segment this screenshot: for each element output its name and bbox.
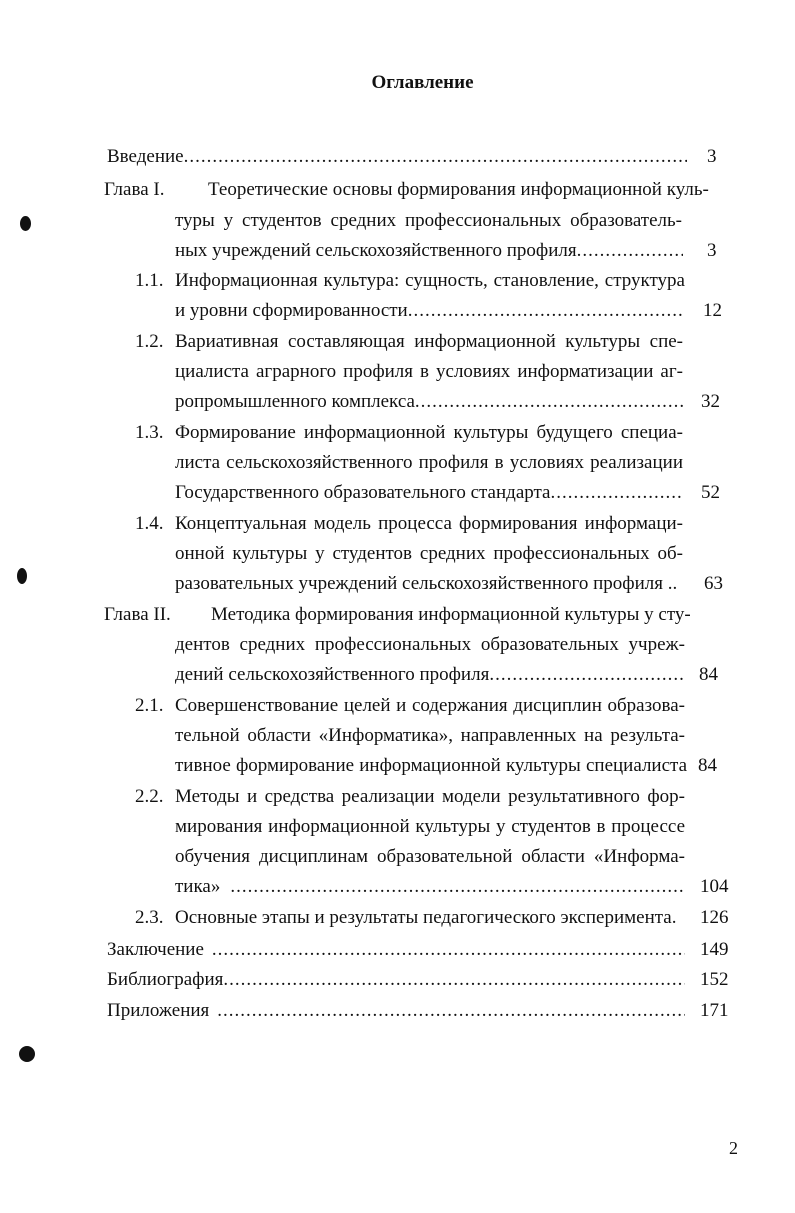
leader-dots — [217, 996, 685, 1026]
toc-ch1-line: Теоретические основы формирования информационной куль- — [208, 179, 709, 200]
toc-entry-intro — [107, 142, 687, 172]
toc-s13-line: Государственного образовательного стандарта — [175, 482, 551, 503]
toc-entry-conclusion — [107, 935, 685, 965]
toc-conclusion-page: 149 — [700, 939, 729, 960]
toc-s23-line: Основные этапы и результаты педагогического эксперимента. — [175, 907, 677, 928]
leader-dots — [212, 935, 685, 965]
toc-ch2-line: дентов средних профессиональных образовательных учреж- — [175, 634, 685, 655]
toc-s12-line: Вариативная составляющая информационной культуры спе- — [175, 331, 683, 352]
leader-dots — [223, 965, 685, 995]
toc-s21-page: 84 — [698, 755, 717, 776]
leader-dots — [489, 660, 683, 690]
toc-intro-label: Введение — [107, 146, 184, 167]
toc-s22-line: обучения дисциплинам образовательной области «Информа- — [175, 846, 685, 867]
toc-s22-page: 104 — [700, 876, 729, 897]
toc-s22-last-line — [175, 872, 683, 902]
leader-dots — [415, 387, 683, 417]
toc-ch2-label: Глава II. — [104, 604, 171, 625]
toc-s13-line: листа сельскохозяйственного профиля в условиях реализации — [175, 452, 683, 473]
toc-s11-last-line — [175, 296, 683, 326]
toc-ch1-label: Глава I. — [104, 179, 165, 200]
toc-ch1-last-line — [175, 236, 683, 266]
toc-ch2-last-line — [175, 660, 683, 690]
toc-s14-line: Концептуальная модель процесса формирования информаци- — [175, 513, 683, 534]
toc-s13-page: 52 — [701, 482, 720, 503]
toc-ch2-line: дений сельскохозяйственного профиля — [175, 664, 490, 685]
toc-entry-appendices — [107, 996, 685, 1026]
toc-s23-page: 126 — [700, 907, 729, 928]
toc-s22-line: тика» — [175, 876, 221, 897]
leader-dots — [577, 236, 683, 266]
toc-s21-line: тельной области «Информатика», направленных на результа- — [175, 725, 685, 746]
page-title: Оглавление — [371, 72, 474, 93]
toc-bibliography-page: 152 — [700, 969, 729, 990]
toc-appendices-page: 171 — [700, 1000, 729, 1021]
toc-s21-line: Совершенствование целей и содержания дисциплин образова- — [175, 695, 685, 716]
toc-s21-number: 2.1. — [135, 695, 164, 716]
toc-s11-page: 12 — [703, 300, 722, 321]
leader-dots — [184, 142, 687, 172]
toc-s12-line: ропромышленного комплекса — [175, 391, 415, 412]
leader-dots — [408, 296, 683, 326]
toc-ch1-page: 3 — [707, 240, 717, 261]
toc-s13-number: 1.3. — [135, 422, 164, 443]
toc-s22-line: мирования информационной культуры у студентов в процессе — [175, 816, 685, 837]
toc-ch2-page: 84 — [699, 664, 718, 685]
toc-s14-page: 63 — [704, 573, 723, 594]
toc-s11-line: Информационная культура: сущность, становление, структура — [175, 270, 685, 291]
toc-s14-number: 1.4. — [135, 513, 164, 534]
toc-s12-line: циалиста аграрного профиля в условиях информатизации аг- — [175, 361, 683, 382]
toc-s23-number: 2.3. — [135, 907, 164, 928]
toc-s21-line: тивное формирование информационной культуры специалиста — [175, 755, 687, 776]
leader-dots — [550, 478, 683, 508]
punch-hole-mark — [20, 216, 31, 231]
toc-s14-line: онной культуры у студентов средних профессиональных об- — [175, 543, 683, 564]
toc-intro-page: 3 — [707, 146, 717, 167]
punch-hole-mark — [17, 568, 27, 584]
toc-s12-page: 32 — [701, 391, 720, 412]
leader-dots — [230, 872, 683, 902]
toc-s14-line: разовательных учреждений сельскохозяйственного профиля .. — [175, 573, 678, 594]
toc-s13-line: Формирование информационной культуры будущего специа- — [175, 422, 683, 443]
toc-s11-number: 1.1. — [135, 270, 164, 291]
toc-s12-number: 1.2. — [135, 331, 164, 352]
toc-entry-bibliography — [107, 965, 685, 995]
toc-s13-last-line — [175, 478, 683, 508]
toc-ch1-line: ных учреждений сельскохозяйственного профиля — [175, 240, 577, 261]
page-number: 2 — [729, 1138, 738, 1158]
toc-s22-line: Методы и средства реализации модели результативного фор- — [175, 786, 685, 807]
toc-ch1-line: туры у студентов средних профессиональных образователь- — [175, 210, 682, 231]
toc-appendices-label: Приложения — [107, 1000, 210, 1021]
punch-hole-mark — [19, 1046, 35, 1062]
toc-s12-last-line — [175, 387, 683, 417]
toc-conclusion-label: Заключение — [107, 939, 204, 960]
toc-bibliography-label: Библиография — [107, 969, 224, 990]
toc-s11-line: и уровни сформированности — [175, 300, 408, 321]
toc-s22-number: 2.2. — [135, 786, 164, 807]
toc-ch2-line: Методика формирования информационной культуры у сту- — [211, 604, 691, 625]
